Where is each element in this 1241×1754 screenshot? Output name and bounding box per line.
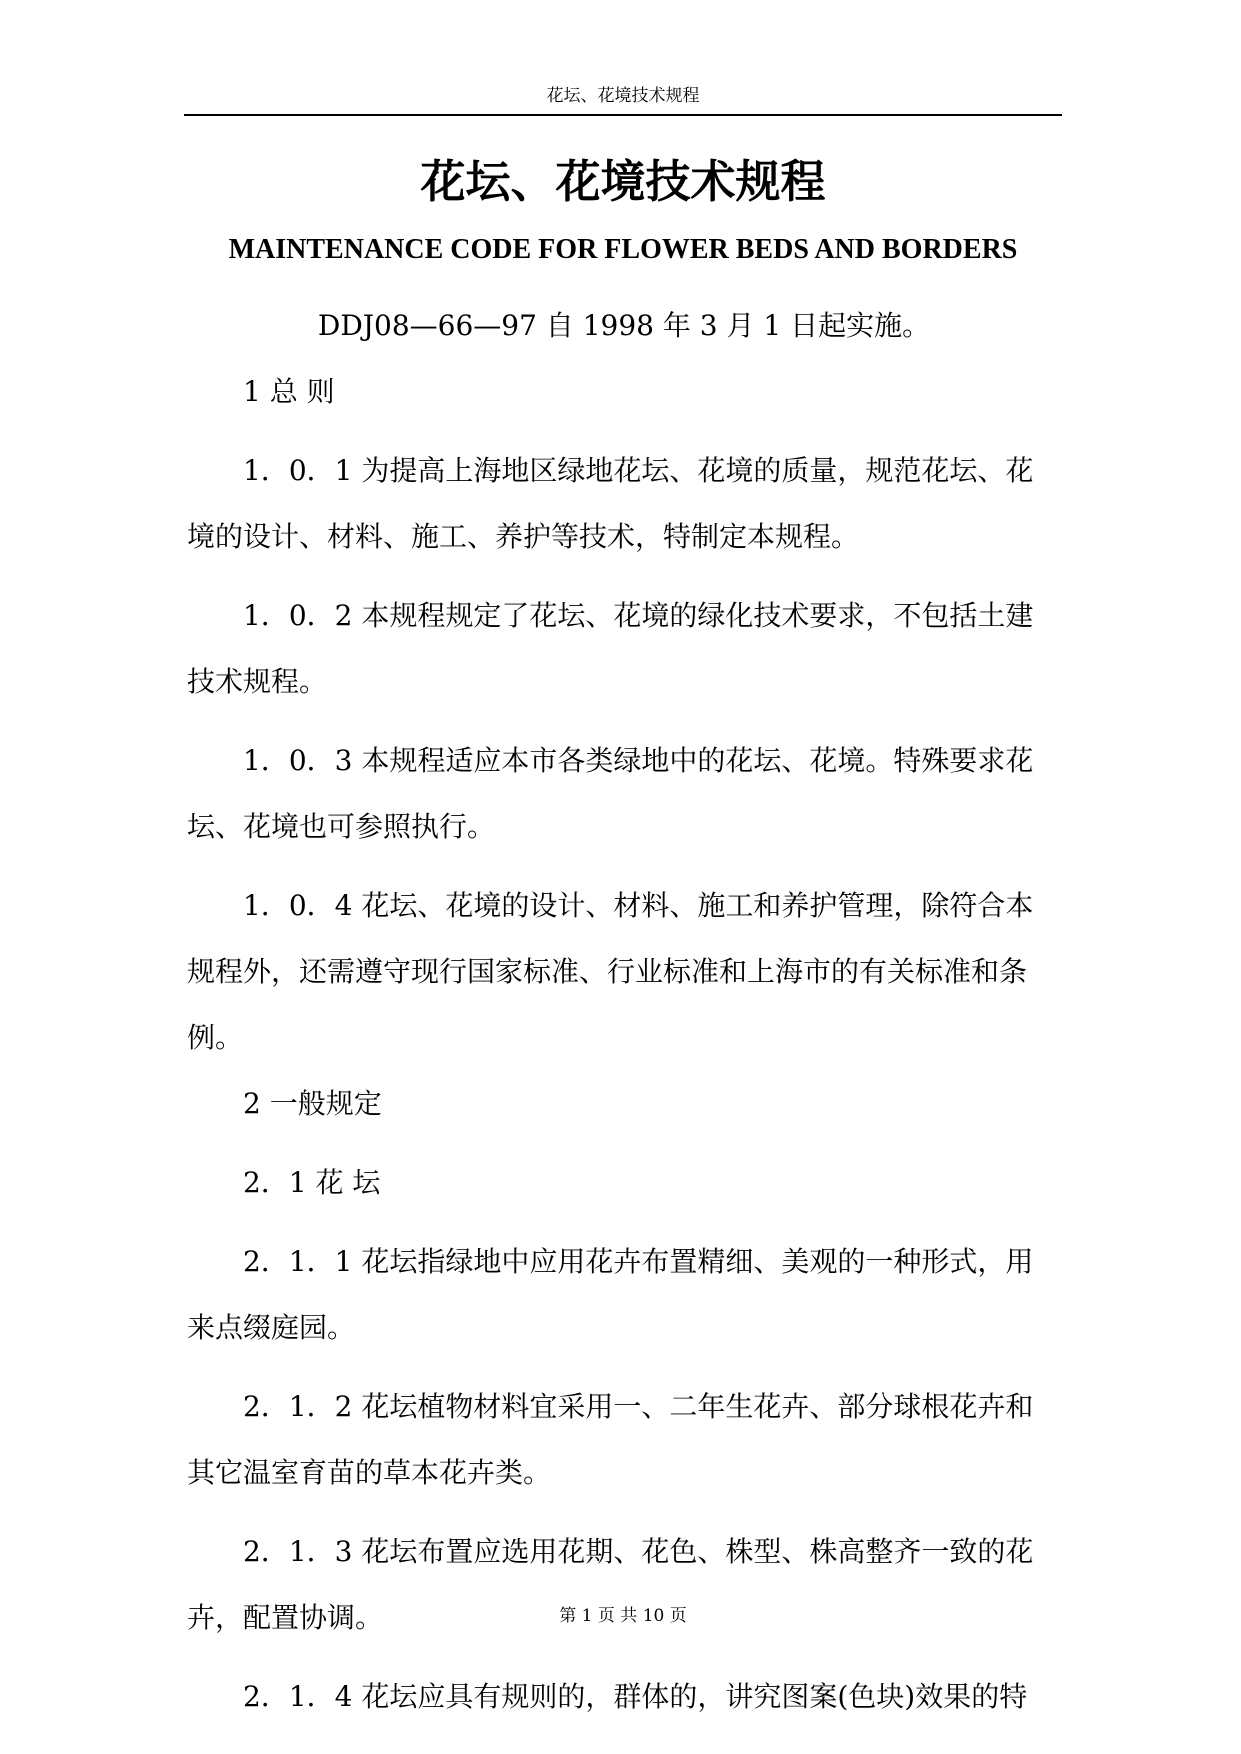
section-heading-general: 1 总 则 (243, 375, 335, 408)
page-number-footer: 第 1 页 共 10 页 (559, 1606, 687, 1626)
clause-1-0-1: 1．0．1 为提高上海地区绿地花坛、花境的质量，规范花坛、花境的设计、材料、施工、养护等技术，特制定本规程。 (187, 454, 1034, 553)
clause-2-1-2: 2．1．2 花坛植物材料宜采用一、二年生花卉、部分球根花卉和其它温室育苗的草本花卉类。 (187, 1390, 1034, 1489)
header-rule (184, 114, 1062, 116)
clause-2-1-1: 2．1．1 花坛指绿地中应用花卉布置精细、美观的一种形式，用来点缀庭园。 (187, 1245, 1034, 1344)
section-heading-general-rules: 2 一般规定 (243, 1087, 382, 1120)
clause-2-1-3: 2．1．3 花坛布置应选用花期、花色、株型、株高整齐一致的花卉，配置协调。 (187, 1535, 1034, 1634)
clause-1-0-3: 1．0．3 本规程适应本市各类绿地中的花坛、花境。特殊要求花坛、花境也可参照执行。 (187, 744, 1034, 843)
document-title: 花坛、花境技术规程 (420, 155, 826, 208)
clause-1-0-2: 1．0．2 本规程规定了花坛、花境的绿化技术要求，不包括土建技术规程。 (187, 599, 1034, 698)
running-header: 花坛、花境技术规程 (546, 86, 700, 106)
clause-2-1-4: 2．1．4 花坛应具有规则的，群体的，讲究图案(色块)效果的特 (243, 1680, 1028, 1713)
clause-1-0-4: 1．0．4 花坛、花境的设计、材料、施工和养护管理，除符合本规程外，还需遵守现行国家标准、行业标准和上海市的有关标准和条例。 (187, 889, 1034, 1054)
effective-date-line: DDJ08—66—97 自 1998 年 3 月 1 日起实施。 (317, 309, 931, 342)
subsection-heading-flower-beds: 2．1 花 坛 (243, 1166, 381, 1199)
document-subtitle: MAINTENANCE CODE FOR FLOWER BEDS AND BORDERS (228, 234, 1018, 265)
document-body (187, 293, 1061, 1743)
